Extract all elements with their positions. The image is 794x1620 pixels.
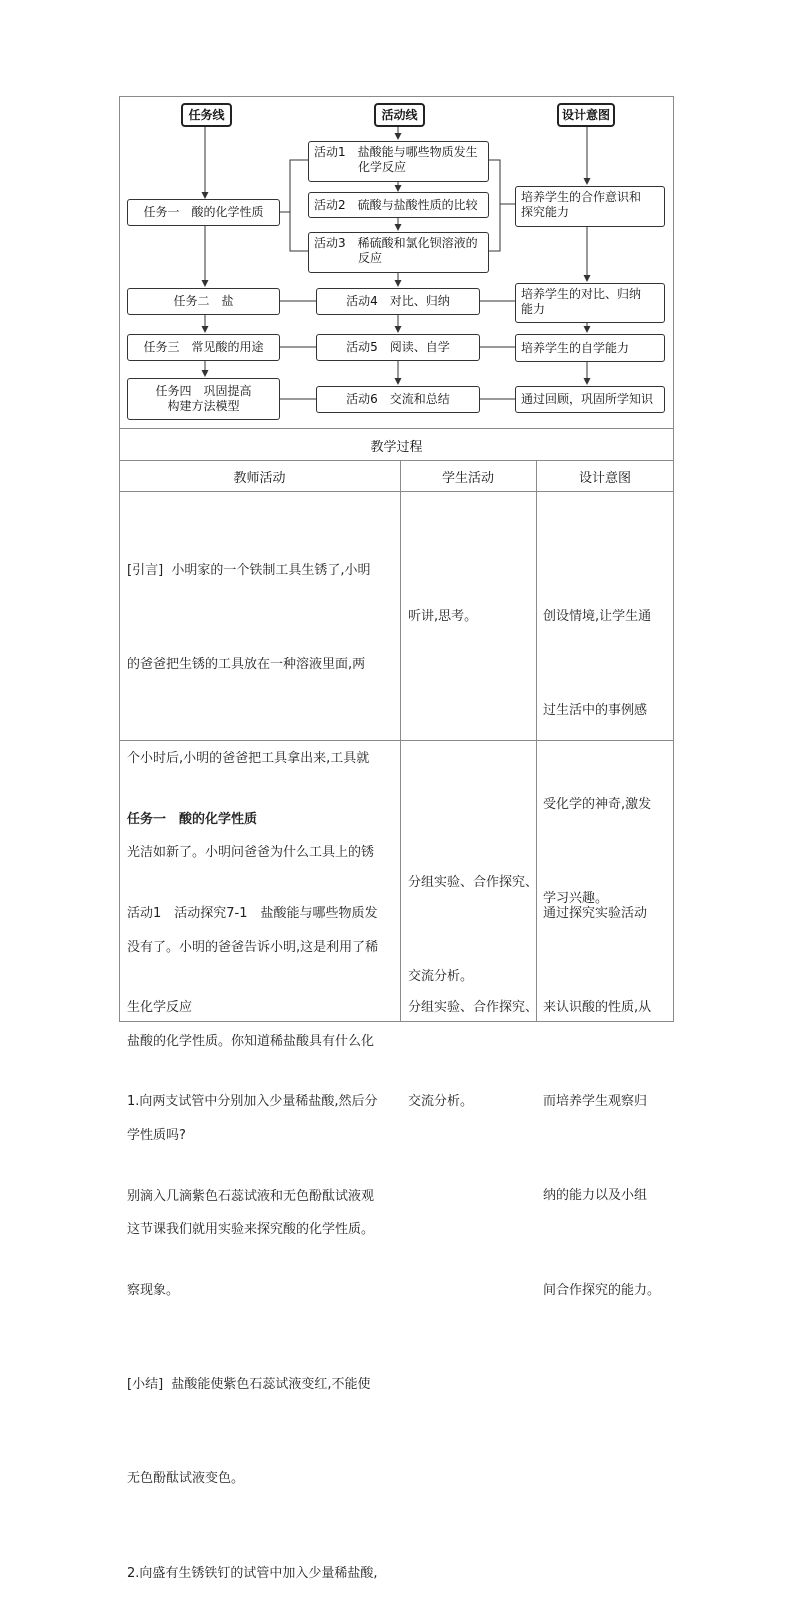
intent-1-line2: 探究能力 bbox=[521, 205, 570, 219]
column-header-teacher: 教师活动 bbox=[233, 471, 286, 486]
activity-1-line1: 活动1 盐酸能与哪些物质发生 bbox=[314, 145, 478, 159]
text-line: 通过探究实验活动 bbox=[543, 905, 648, 921]
task-box-1 bbox=[127, 199, 280, 226]
text-line: [小结] 盐酸能使紫色石蕊试液变红,不能使 bbox=[127, 1377, 371, 1393]
text-line: 学习兴趣。 bbox=[543, 891, 609, 907]
text-line: 生化学反应 bbox=[127, 1000, 193, 1016]
text-line: 无色酚酞试液变色。 bbox=[127, 1471, 245, 1487]
text-line: 个小时后,小明的爸爸把工具拿出来,工具就 bbox=[127, 751, 370, 767]
text-line: 学性质吗? bbox=[127, 1128, 186, 1144]
intent-4-label: 通过回顾，巩固所学知识 bbox=[521, 392, 654, 406]
text-line: 纳的能力以及小组 bbox=[543, 1188, 648, 1204]
intent-box-2 bbox=[515, 283, 665, 323]
activity-4-label: 活动4 对比、归纳 bbox=[346, 294, 450, 308]
task-4-line1: 任务四 巩固提高 bbox=[155, 384, 252, 398]
text-line: 2.向盛有生锈铁钉的试管中加入少量稀盐酸, bbox=[127, 1565, 378, 1581]
activity-3-line1: 活动3 稀硫酸和氯化钡溶液的 bbox=[314, 236, 478, 250]
intent-box-3 bbox=[515, 334, 665, 362]
text-line: 1.向两支试管中分别加入少量稀盐酸,然后分 bbox=[127, 1094, 378, 1110]
text-line: 光洁如新了。小明问爸爸为什么工具上的锈 bbox=[127, 845, 375, 861]
activity-box-3 bbox=[308, 232, 489, 273]
divider-col1 bbox=[400, 460, 401, 1022]
activity-box-6 bbox=[316, 386, 480, 413]
row2-student-text-2 bbox=[408, 929, 538, 1149]
text-line: 过生活中的事例感 bbox=[543, 703, 648, 719]
intent-box-1 bbox=[515, 186, 665, 227]
text-line: 察现象。 bbox=[127, 1282, 180, 1298]
intent-box-4 bbox=[515, 386, 665, 413]
task-box-4 bbox=[127, 378, 280, 420]
task-3-label: 任务三 常见酸的用途 bbox=[143, 340, 264, 354]
column-header-student: 学生活动 bbox=[441, 471, 494, 486]
text-line: 间合作探究的能力。 bbox=[543, 1282, 661, 1298]
row2-intent-text bbox=[543, 835, 660, 1338]
text-line: 创设情境,让学生通 bbox=[543, 608, 652, 624]
text-line: 这节课我们就用实验来探究酸的化学性质。 bbox=[127, 1222, 375, 1238]
intent-2-line1: 培养学生的对比、归纳 bbox=[521, 287, 642, 301]
text-line: 没有了。小明的爸爸告诉小明,这是利用了稀 bbox=[127, 939, 379, 955]
activity-box-4 bbox=[316, 288, 480, 315]
text-line: 分组实验、合作探究、 bbox=[408, 999, 539, 1015]
activity-5-label: 活动5 阅读、自学 bbox=[346, 340, 450, 354]
activity-3-line2: 反应 bbox=[358, 251, 383, 265]
text-line: 分组实验、合作探究、 bbox=[408, 874, 539, 890]
text-line: 盐酸的化学性质。你知道稀盐酸具有什么化 bbox=[127, 1033, 375, 1049]
flowchart-connectors bbox=[0, 0, 794, 440]
activity-2-label: 活动2 硫酸与盐酸性质的比较 bbox=[314, 197, 478, 212]
activity-box-5 bbox=[316, 334, 480, 361]
row1-student-text: 听讲,思考。 bbox=[408, 609, 478, 624]
intent-1-line1: 培养学生的合作意识和 bbox=[521, 190, 642, 204]
text-line: 来认识酸的性质,从 bbox=[543, 1000, 652, 1016]
intent-2-line2: 能力 bbox=[521, 302, 546, 316]
task-box-3 bbox=[127, 334, 280, 361]
activity-1-line2: 化学反应 bbox=[358, 160, 407, 174]
text-line: 而培养学生观察归 bbox=[543, 1094, 648, 1110]
task-box-2 bbox=[127, 288, 280, 315]
header-task-line: 任务线 bbox=[181, 103, 232, 127]
header-design-intent: 设计意图 bbox=[557, 103, 615, 127]
process-title: 教学过程 bbox=[370, 440, 423, 455]
text-line: 交流分析。 bbox=[408, 969, 474, 985]
text-line: 交流分析。 bbox=[408, 1094, 474, 1110]
text-line: 活动1 活动探究7-1 盐酸能与哪些物质发 bbox=[127, 906, 378, 922]
task-2-label: 任务二 盐 bbox=[173, 294, 234, 308]
task-1-label: 任务一 酸的化学性质 bbox=[143, 205, 264, 219]
intent-3-label: 培养学生的自学能力 bbox=[521, 340, 630, 355]
header-activity-line: 活动线 bbox=[374, 103, 425, 127]
text-line: 受化学的神奇,激发 bbox=[543, 797, 652, 813]
task-4-line2: 构建方法模型 bbox=[167, 399, 240, 413]
activity-box-2 bbox=[308, 192, 489, 218]
text-line: [引言] 小明家的一个铁制工具生锈了,小明 bbox=[127, 562, 371, 578]
divider-title-bottom bbox=[119, 460, 674, 461]
text-line: 别滴入几滴紫色石蕊试液和无色酚酞试液观 bbox=[127, 1188, 375, 1204]
column-header-intent: 设计意图 bbox=[578, 471, 631, 486]
text-line: 的爸爸把生锈的工具放在一种溶液里面,两 bbox=[127, 657, 366, 673]
activity-box-1 bbox=[308, 141, 489, 182]
row2-teacher-text bbox=[127, 741, 378, 1620]
activity-6-label: 活动6 交流和总结 bbox=[346, 392, 450, 406]
task-1-heading: 任务一 酸的化学性质 bbox=[127, 811, 258, 827]
